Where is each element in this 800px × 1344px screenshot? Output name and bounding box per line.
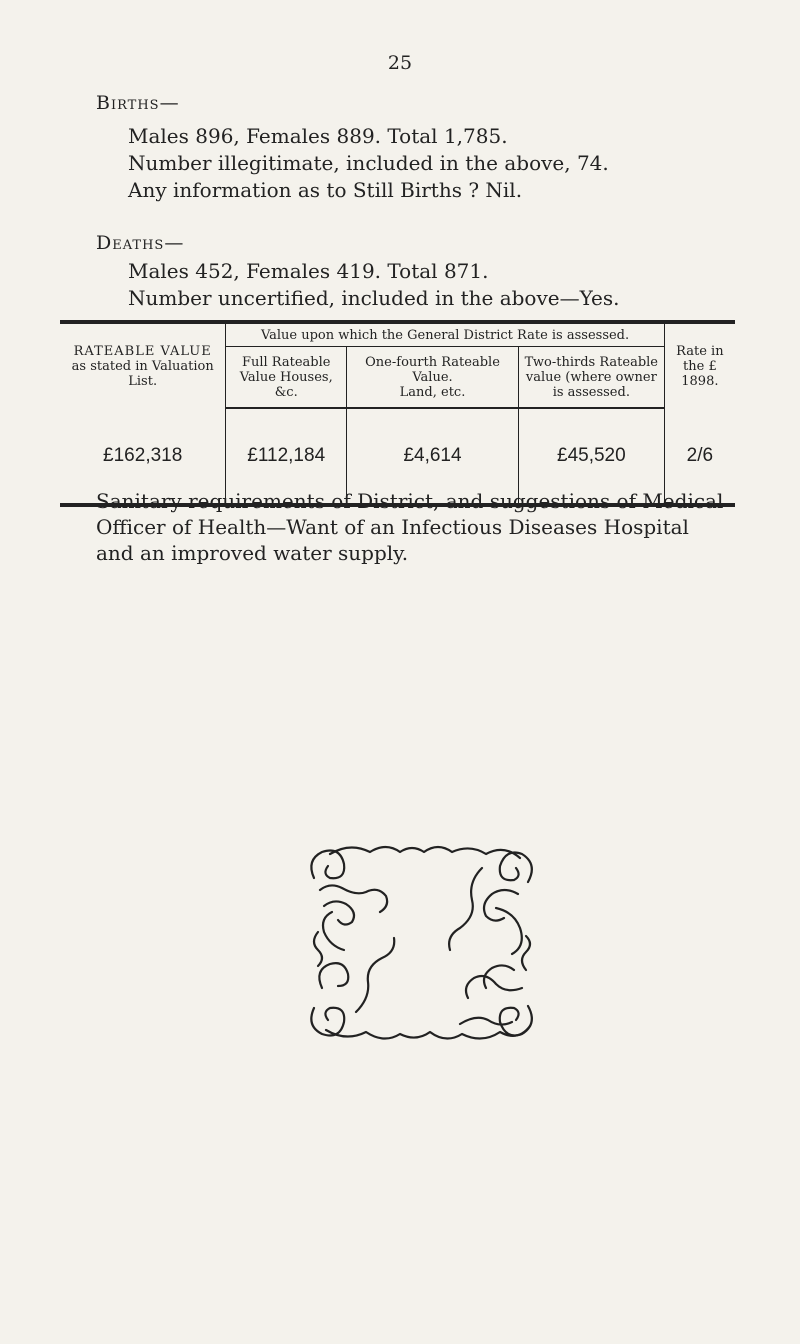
rate-in-pound-header: Rate in the £ 1898. (676, 343, 724, 389)
one-fourth-rateable-label: One-fourth Rateable Value. (365, 354, 500, 385)
sanitary-line-3: and an improved water supply. (96, 541, 409, 565)
rate-cell: 2/6 (686, 444, 714, 466)
rateable-value-title: RATEABLE VALUE (73, 343, 212, 359)
rateable-value-cell: £162,318 (103, 444, 183, 466)
deaths-heading: Deaths— (96, 232, 185, 254)
full-value-cell: £112,184 (226, 408, 347, 505)
births-still-births: Any information as to Still Births ? Nil. (128, 178, 523, 202)
land-etc-label: Land, etc. (399, 384, 466, 400)
valuation-table (60, 320, 735, 507)
quarter-value-cell: £4,614 (347, 408, 519, 505)
two-thirds-value-cell: £45,520 (518, 408, 664, 505)
full-rateable-value-header: Full Rateable Value Houses, &c. (226, 347, 347, 409)
rateable-value-header (60, 322, 226, 408)
deaths-uncertified: Number uncertified, included in the above—Yes. (128, 286, 620, 310)
scroll-ornament-icon (300, 838, 542, 1048)
deaths-totals: Males 452, Females 419. Total 871. (128, 259, 489, 283)
two-thirds-rateable-header: Two-thirds Rateable value (where owner is assessed. (518, 347, 664, 409)
births-heading: Births— (96, 92, 180, 114)
rateable-value-subtitle: as stated in Valuation List. (71, 358, 214, 389)
general-district-rate-header: Value upon which the General District Rate is assessed. (226, 322, 664, 347)
sanitary-line-1: Sanitary requirements of District, and suggestions of Medical (96, 489, 724, 513)
page-number: 25 (387, 52, 413, 74)
births-totals: Males 896, Females 889. Total 1,785. (128, 124, 508, 148)
sanitary-requirements (96, 488, 736, 566)
sanitary-line-2: Officer of Health—Want of an Infectious Diseases Hospital (96, 515, 689, 539)
births-illegitimate: Number illegitimate, included in the above, 74. (128, 151, 609, 175)
one-fourth-rateable-header (347, 347, 519, 409)
